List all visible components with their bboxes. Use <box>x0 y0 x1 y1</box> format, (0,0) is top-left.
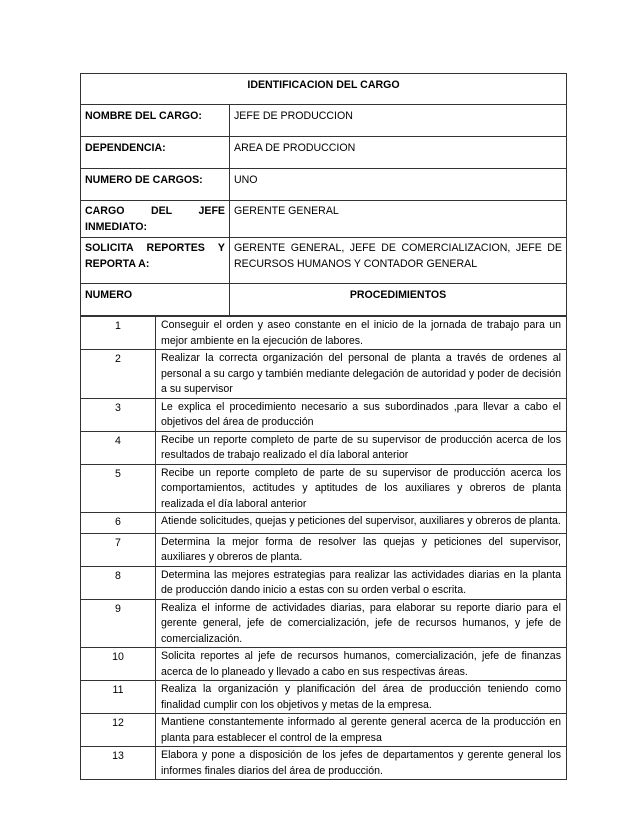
procedures-body <box>81 317 567 780</box>
procedure-text: Atiende solicitudes, quejas y peticiones del supervisor, auxiliares y obreros de planta. <box>156 513 567 534</box>
procedure-text: Solicita reportes al jefe de recursos humanos, comercialización, jefe de finanzas acerca de lo planeado y llevado a cabo en sus respectivas áreas. <box>156 648 567 681</box>
procedure-number: 6 <box>81 513 156 534</box>
column-header-numero: NUMERO <box>81 284 230 316</box>
procedure-number: 13 <box>81 747 156 780</box>
job-identification-document <box>80 73 566 780</box>
procedure-row <box>81 599 567 648</box>
field-label-line2: REPORTA A: <box>85 257 150 270</box>
procedure-number: 8 <box>81 566 156 599</box>
field-label <box>81 238 230 284</box>
procedure-row <box>81 513 567 534</box>
field-row-jefe-inmediato <box>81 201 567 238</box>
field-label-line1: CARGO DEL JEFE <box>85 205 225 217</box>
procedure-row <box>81 747 567 780</box>
procedure-number: 1 <box>81 317 156 350</box>
procedure-row <box>81 350 567 399</box>
field-row-dependencia <box>81 137 567 169</box>
field-row-nombre <box>81 105 567 137</box>
column-header-procedimientos: PROCEDIMIENTOS <box>230 284 567 316</box>
procedure-number: 9 <box>81 599 156 648</box>
procedure-row <box>81 398 567 431</box>
procedure-number: 7 <box>81 533 156 566</box>
procedures-table <box>80 316 567 780</box>
field-label-line2: INMEDIATO: <box>85 220 147 233</box>
field-row-reportes <box>81 238 567 284</box>
procedure-text: Realiza la organización y planificación del área de producción teniendo como finalidad cumplir con los objetivos y metas de la empresa. <box>156 681 567 714</box>
procedure-row <box>81 648 567 681</box>
procedure-row <box>81 317 567 350</box>
procedure-text: Conseguir el orden y aseo constante en el inicio de la jornada de trabajo para un mejor ambiente en la ejecución de labores. <box>156 317 567 350</box>
procedure-row <box>81 714 567 747</box>
procedure-number: 10 <box>81 648 156 681</box>
field-label-line1: SOLICITA REPORTES Y <box>85 242 225 254</box>
table-title: IDENTIFICACION DEL CARGO <box>81 74 567 105</box>
procedure-number: 3 <box>81 398 156 431</box>
procedure-number: 2 <box>81 350 156 399</box>
procedure-row <box>81 681 567 714</box>
field-value: UNO <box>230 169 567 201</box>
procedure-text: Determina la mejor forma de resolver las quejas y peticiones del supervisor, auxiliares y obreros de planta. <box>156 533 567 566</box>
field-value: GERENTE GENERAL <box>230 201 567 238</box>
procedure-text: Mantiene constantemente informado al gerente general acerca de la producción en planta para establecer el control de la empresa <box>156 714 567 747</box>
procedure-text: Realizar la correcta organización del personal de planta a través de ordenes al personal a su cargo y también mediante delegación de autoridad y poder de decisión a su supervisor <box>156 350 567 399</box>
field-label: NUMERO DE CARGOS: <box>81 169 230 201</box>
procedure-row <box>81 464 567 513</box>
table-title-row <box>81 74 567 105</box>
field-value: JEFE DE PRODUCCION <box>230 105 567 137</box>
procedure-number: 12 <box>81 714 156 747</box>
procedure-text: Recibe un reporte completo de parte de su supervisor de producción acerca los comportamientos, actitudes y aptitudes de los auxiliares y obreros de planta realizada el día laboral anterior <box>156 464 567 513</box>
procedures-header-row <box>81 284 567 316</box>
procedure-text: Le explica el procedimiento necesario a sus subordinados ,para llevar a cabo el objetivos del área de producción <box>156 398 567 431</box>
procedure-row <box>81 533 567 566</box>
procedure-row <box>81 566 567 599</box>
field-value: GERENTE GENERAL, JEFE DE COMERCIALIZACION, JEFE DE RECURSOS HUMANOS Y CONTADOR GENERAL <box>230 238 567 284</box>
procedure-text: Recibe un reporte completo de parte de su supervisor de producción acerca de los resultados de trabajo realizado el día laboral anterior <box>156 431 567 464</box>
field-row-numero <box>81 169 567 201</box>
field-label: NOMBRE DEL CARGO: <box>81 105 230 137</box>
field-label: DEPENDENCIA: <box>81 137 230 169</box>
procedure-number: 4 <box>81 431 156 464</box>
procedure-text: Realiza el informe de actividades diarias, para elaborar su reporte diario para el gerente general, jefe de comercialización, jefe de recursos humanos, y jefe de comercialización. <box>156 599 567 648</box>
procedure-row <box>81 431 567 464</box>
field-label <box>81 201 230 238</box>
procedure-text: Determina las mejores estrategias para realizar las actividades diarias en la planta de producción dando inicio a estas con su orden verbal o escrita. <box>156 566 567 599</box>
job-identification-table <box>80 73 567 316</box>
procedure-number: 5 <box>81 464 156 513</box>
procedure-number: 11 <box>81 681 156 714</box>
field-value: AREA DE PRODUCCION <box>230 137 567 169</box>
procedure-text: Elabora y pone a disposición de los jefes de departamentos y gerente general los informes finales diarios del área de producción. <box>156 747 567 780</box>
